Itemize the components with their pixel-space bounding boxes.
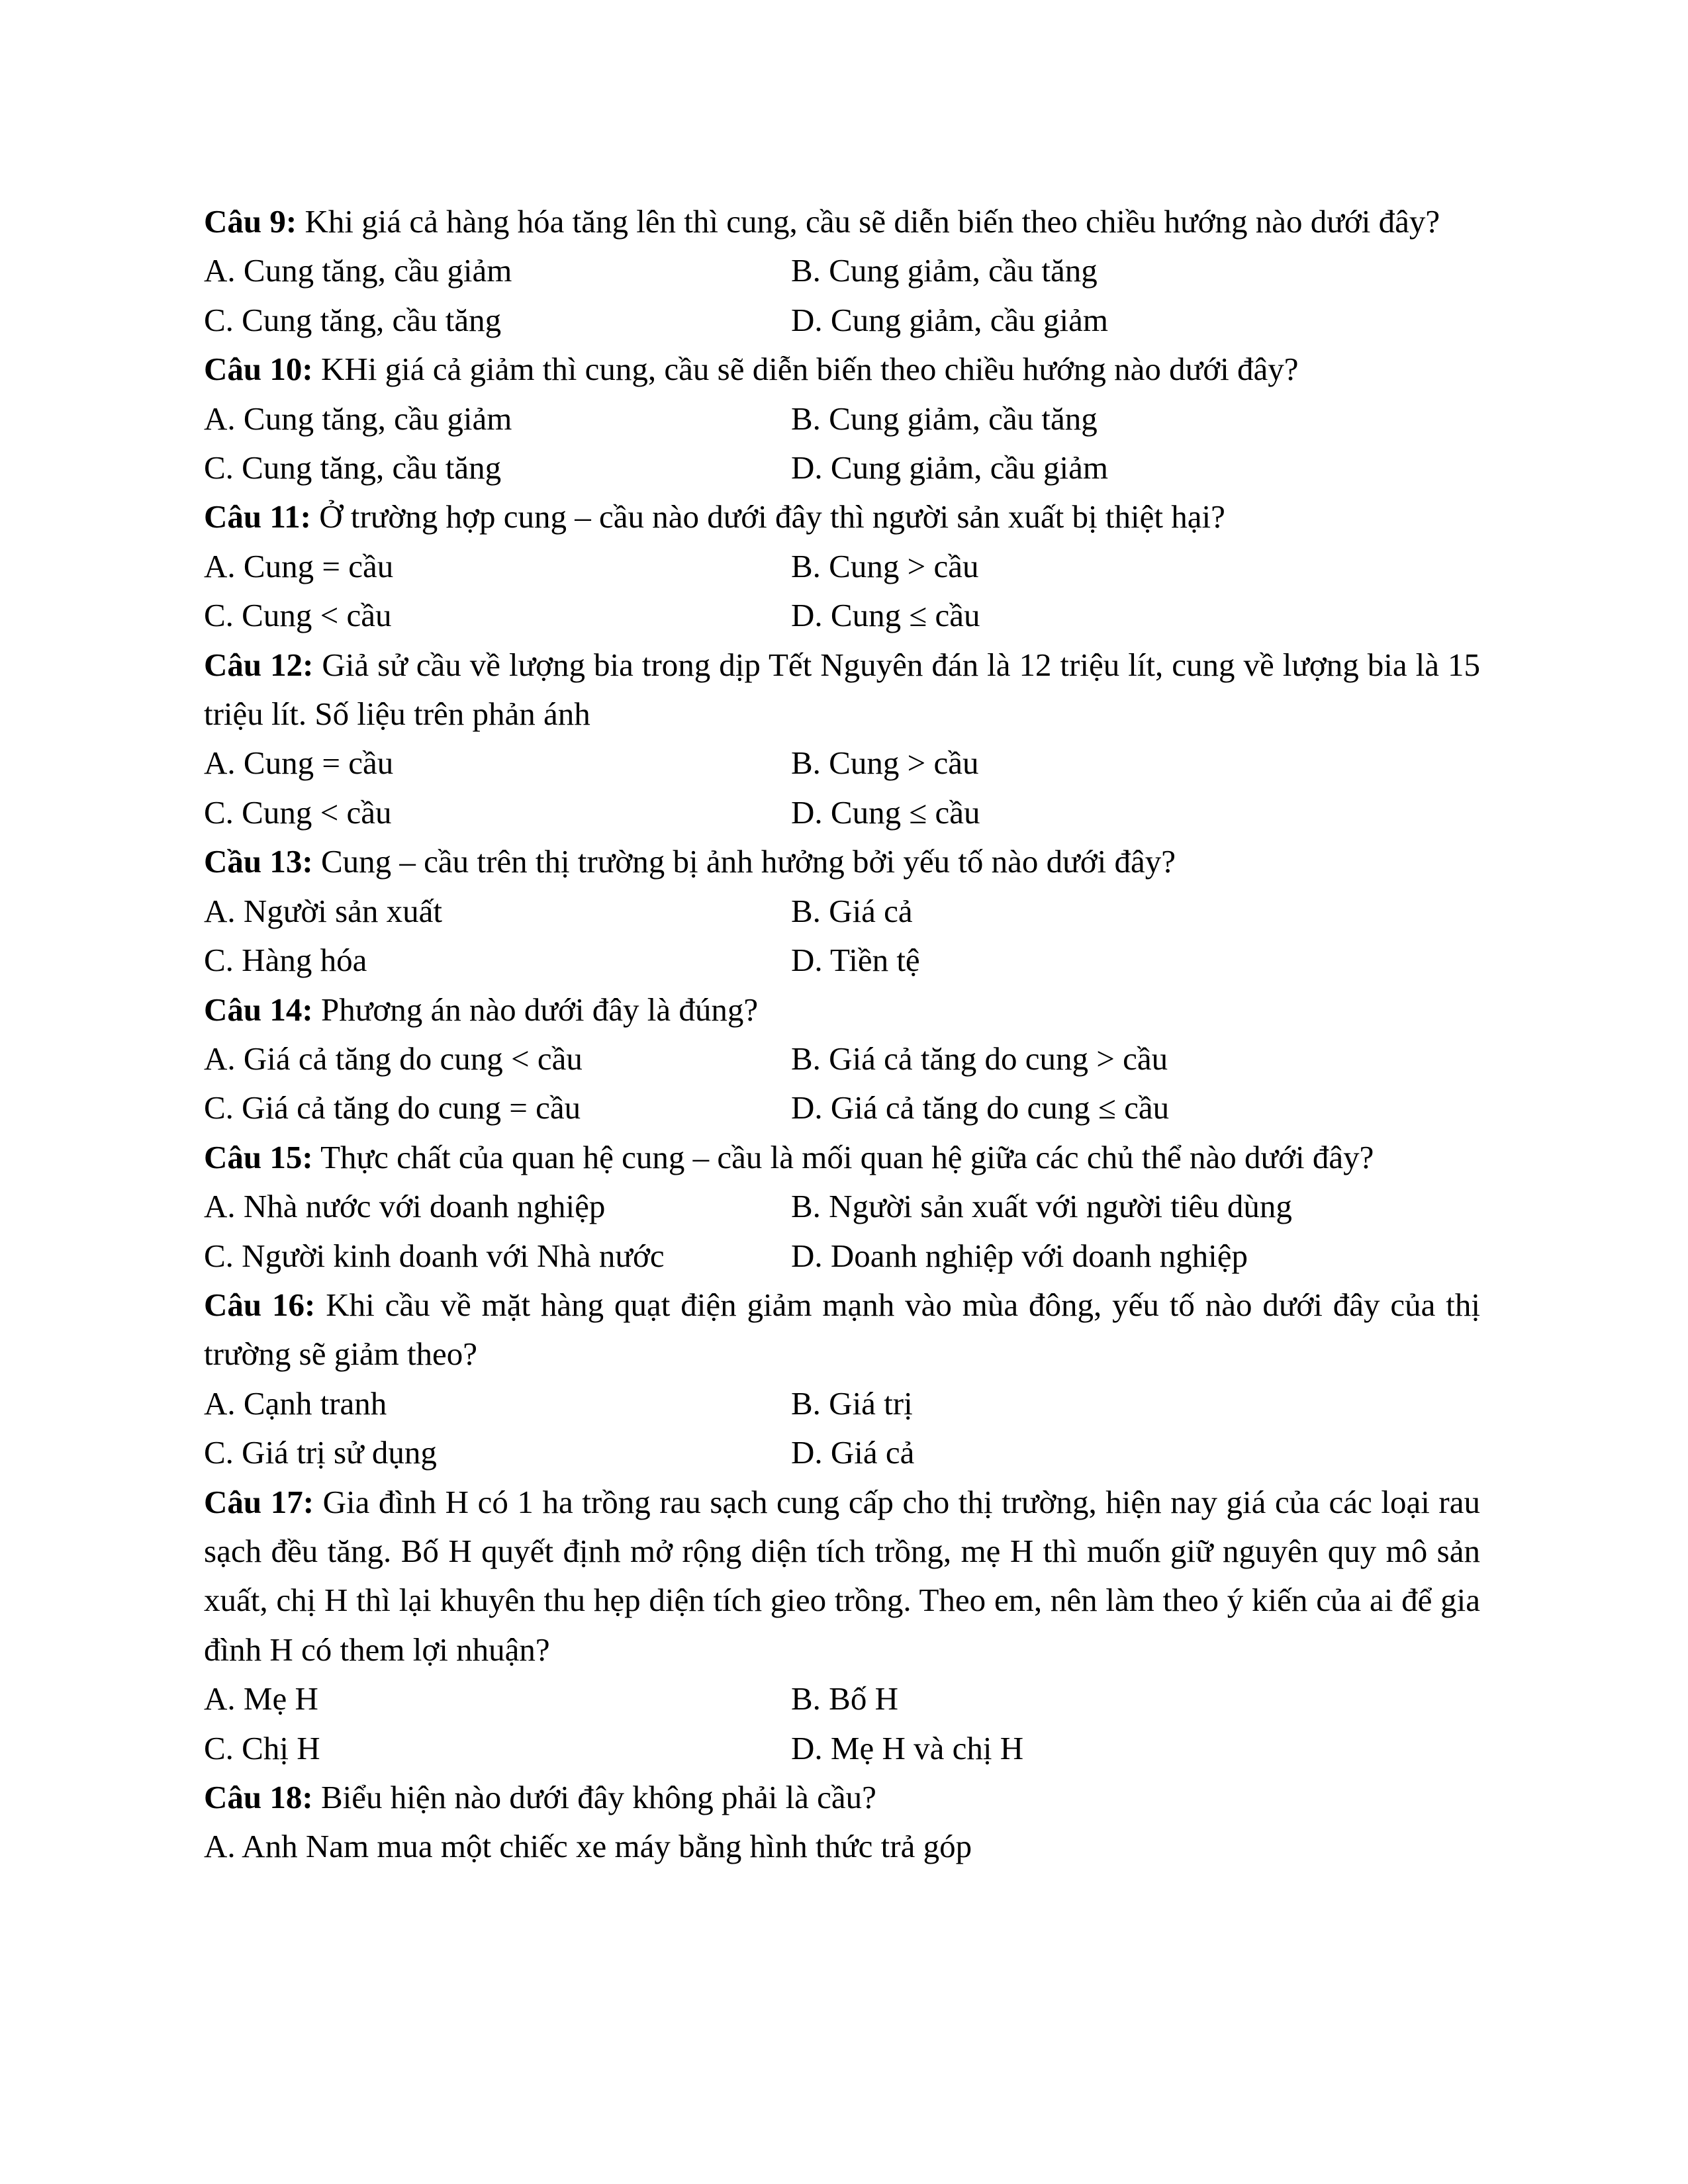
question-number: Câu 14: (204, 991, 313, 1028)
answer-option-c: C. Cung tăng, cầu tăng (204, 301, 502, 338)
question-block (204, 837, 1480, 985)
question-number: Câu 11: (204, 498, 312, 535)
answer-option-a: A. Nhà nước với doanh nghiệp (204, 1188, 606, 1225)
question-stem (204, 345, 1480, 394)
question-block (204, 1133, 1480, 1281)
answer-option-a: A. Cung tăng, cầu giảm (204, 400, 512, 437)
answer-option-d: D. Cung giảm, cầu giảm (791, 301, 1109, 338)
answer-option-d: D. Giá cả tăng do cung ≤ cầu (791, 1089, 1170, 1126)
question-number: Câu 18: (204, 1779, 313, 1815)
question-number: Cầu 13: (204, 843, 313, 880)
question-stem (204, 1133, 1480, 1182)
answer-option-d: D. Mẹ H và chị H (791, 1729, 1024, 1766)
question-number: Câu 10: (204, 351, 313, 388)
answer-option-c: C. Hàng hóa (204, 942, 367, 979)
answer-option-c: C. Cung < cầu (204, 794, 392, 831)
question-text: Cung – cầu trên thị trường bị ảnh hưởng bởi yếu tố nào dưới đây? (312, 843, 1176, 880)
answer-option-b: B. Cung > cầu (791, 745, 979, 782)
question-stem (204, 492, 1480, 541)
answer-option-d: D. Cung giảm, cầu giảm (791, 449, 1109, 486)
question-stem (204, 1281, 1480, 1379)
answer-option-c: C. Giá trị sử dụng (204, 1434, 437, 1471)
question-stem (204, 197, 1480, 246)
question-block (204, 492, 1480, 640)
question-block (204, 1281, 1480, 1478)
answer-option-a: A. Anh Nam mua một chiếc xe máy bằng hình thức trả góp (204, 1828, 972, 1865)
answer-option-b: B. Cung > cầu (791, 547, 979, 584)
answer-option-a: A. Giá cả tăng do cung < cầu (204, 1040, 583, 1077)
answer-option-d: D. Cung ≤ cầu (791, 794, 980, 831)
answer-options (204, 542, 1480, 641)
answer-option-a: A. Mẹ H (204, 1680, 318, 1717)
question-text: Giả sử cầu về lượng bia trong dịp Tết Nguyên đán là 12 triệu lít, cung về lượng bia là 15 triệu lít. Số liệu trên phản ánh (204, 646, 1480, 733)
answer-option-d: D. Giá cả (791, 1434, 915, 1471)
question-stem (204, 837, 1480, 886)
answer-options (204, 394, 1480, 493)
question-stem (204, 641, 1480, 739)
question-block (204, 1478, 1480, 1773)
answer-option-b: B. Người sản xuất với người tiêu dùng (791, 1188, 1292, 1225)
question-stem (204, 1478, 1480, 1675)
answer-option-d: D. Tiền tệ (791, 942, 920, 979)
answer-option-c: C. Cung < cầu (204, 597, 392, 634)
question-number: Câu 17: (204, 1483, 314, 1520)
question-stem (204, 1773, 1480, 1822)
question-number: Câu 16: (204, 1286, 316, 1323)
question-number: Câu 9: (204, 203, 297, 240)
answer-options (204, 739, 1480, 837)
answer-options (204, 1822, 1480, 1871)
document-page (204, 197, 1480, 1872)
question-block (204, 1773, 1480, 1872)
answer-option-a: A. Cung = cầu (204, 547, 394, 584)
question-text: Khi cầu về mặt hàng quạt điện giảm mạnh vào mùa đông, yếu tố nào dưới đây của thị trường sẽ giảm theo? (204, 1286, 1481, 1373)
question-block (204, 345, 1480, 492)
answer-option-a: A. Cạnh tranh (204, 1385, 387, 1422)
answer-options (204, 1379, 1480, 1478)
answer-options (204, 887, 1480, 985)
answer-option-c: C. Giá cả tăng do cung = cầu (204, 1089, 581, 1126)
question-text: KHi giá cả giảm thì cung, cầu sẽ diễn biến theo chiều hướng nào dưới đây? (312, 351, 1299, 388)
answer-options (204, 1674, 1480, 1773)
answer-option-b: B. Bố H (791, 1680, 899, 1717)
answer-option-c: C. Chị H (204, 1729, 320, 1766)
question-stem (204, 985, 1480, 1034)
answer-option-a: A. Cung = cầu (204, 745, 394, 782)
answer-option-c: C. Cung tăng, cầu tăng (204, 449, 502, 486)
question-text: Biểu hiện nào dưới đây không phải là cầu? (312, 1779, 876, 1815)
answer-option-d: D. Doanh nghiệp với doanh nghiệp (791, 1237, 1248, 1274)
question-number: Câu 12: (204, 646, 314, 683)
answer-options (204, 1182, 1480, 1281)
answer-option-d: D. Cung ≤ cầu (791, 597, 980, 634)
answer-option-b: B. Giá cả (791, 892, 913, 929)
question-block (204, 985, 1480, 1133)
answer-option-c: C. Người kinh doanh với Nhà nước (204, 1237, 665, 1274)
question-text: Khi giá cả hàng hóa tăng lên thì cung, cầu sẽ diễn biến theo chiều hướng nào dưới đây? (297, 203, 1440, 240)
question-text: Gia đình H có 1 ha trồng rau sạch cung cấp cho thị trường, hiện nay giá của các loại rau sạch đều tăng. Bố H quyết định mở rộng diện tích trồng, mẹ H thì muốn giữ nguyên quy mô sản xuất, chị H thì lại khuyên thu hẹp diện tích gieo trồng. Theo em, nên làm theo ý kiến của ai để gia đình H có them lợi nhuận? (204, 1483, 1480, 1668)
answer-option-b: B. Cung giảm, cầu tăng (791, 400, 1098, 437)
question-number: Câu 15: (204, 1138, 313, 1175)
question-block (204, 197, 1480, 345)
answer-option-b: B. Giá cả tăng do cung > cầu (791, 1040, 1168, 1077)
answer-option-a: A. Người sản xuất (204, 892, 443, 929)
answer-options (204, 246, 1480, 345)
answer-options (204, 1034, 1480, 1133)
question-text: Phương án nào dưới đây là đúng? (312, 991, 759, 1028)
answer-option-b: B. Cung giảm, cầu tăng (791, 252, 1098, 289)
answer-option-a: A. Cung tăng, cầu giảm (204, 252, 512, 289)
answer-option-b: B. Giá trị (791, 1385, 913, 1422)
question-text: Thực chất của quan hệ cung – cầu là mối quan hệ giữa các chủ thể nào dưới đây? (312, 1138, 1374, 1175)
question-text: Ở trường hợp cung – cầu nào dưới đây thì người sản xuất bị thiệt hại? (311, 498, 1225, 535)
question-block (204, 641, 1480, 838)
